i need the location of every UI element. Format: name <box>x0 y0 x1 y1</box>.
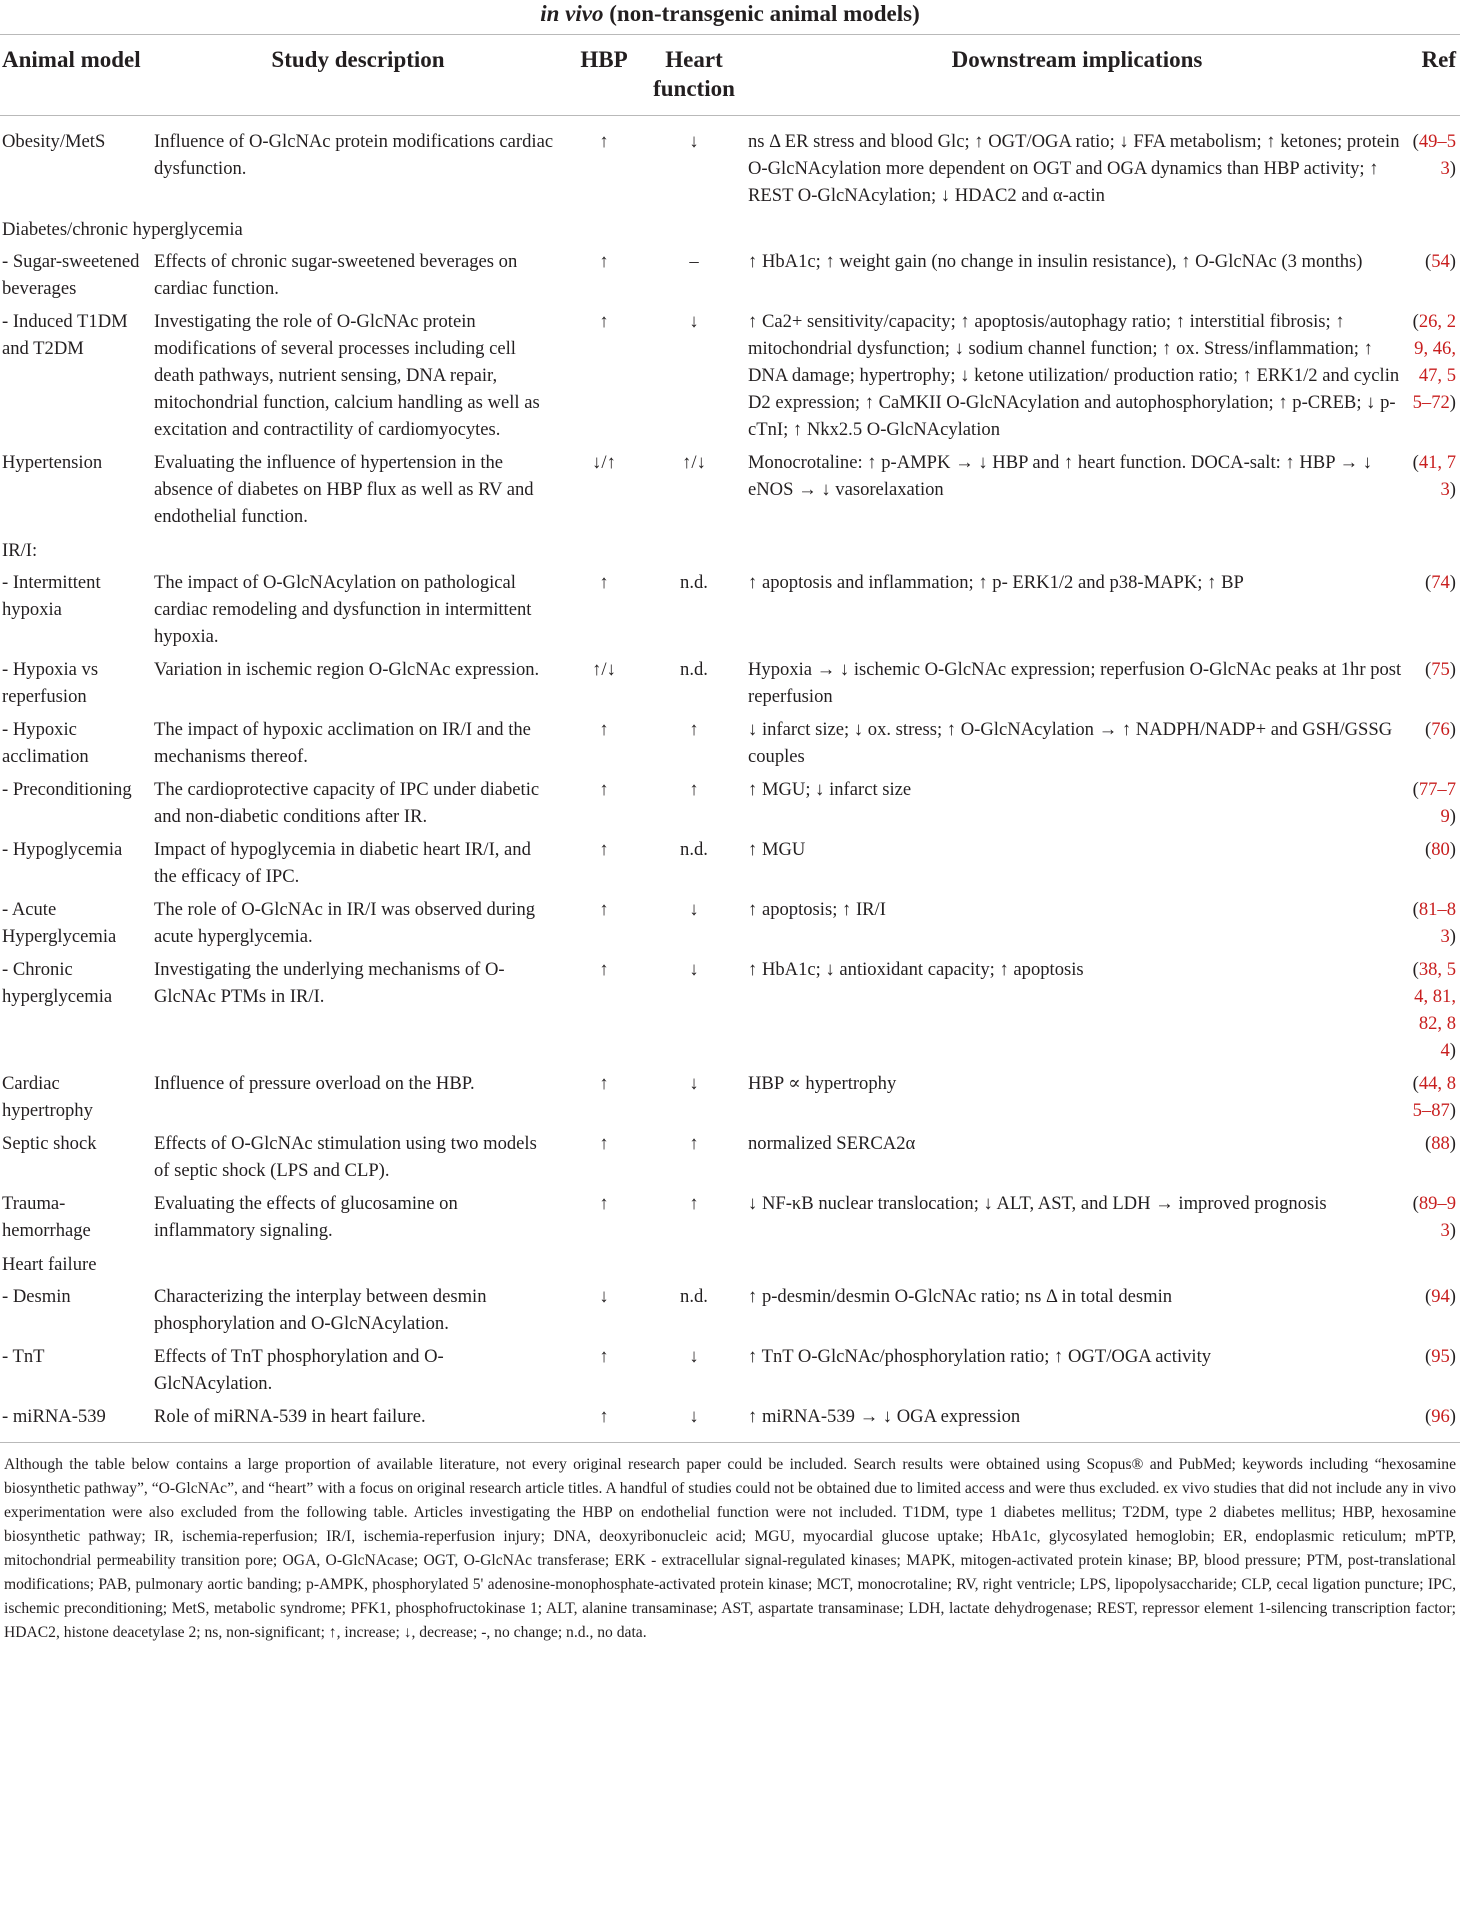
ref-link[interactable]: 80 <box>1431 839 1450 860</box>
ref-link[interactable]: 38, 54, 81, 82, 84 <box>1414 959 1456 1061</box>
section-row <box>0 1247 1460 1280</box>
table-row <box>0 1067 1460 1127</box>
animal-model-cell: - TnT <box>2 1346 45 1367</box>
animal-model-cell: - Induced T1DM and T2DM <box>2 311 128 359</box>
hbp-cell: ↑ <box>599 719 609 740</box>
ref-open-paren: ( <box>1412 959 1419 980</box>
ref-link[interactable]: 41, 73 <box>1418 452 1456 500</box>
downstream-cell: ↓ infarct size; ↓ ox. stress; ↑ O-GlcNAcylation → ↑ NADPH/NADP+ and GSH/GSSG couples <box>748 719 1393 767</box>
study-description-cell: Influence of pressure overload on the HBP. <box>154 1073 475 1094</box>
ref-cell[interactable] <box>1410 1400 1460 1442</box>
table-footnote: Although the table below contains a large proportion of available literature, not every original research paper could be included. Search results were obtained using Scopus® and PubMed; keywords including “hexosamine biosynthetic pathway”, “O-GlcNAc”, and “heart” with a focus on original research article titles. A handful of studies could not be obtained due to limited access and were thus excluded. ex vivo studies that did not include any in vivo experimentation were also excluded from the following table. Articles investigating the HBP on endothelial function were not included. T1DM, type 1 diabetes mellitus; T2DM, type 2 diabetes mellitus; HBP, hexosamine biosynthetic pathway; IR, ischemia-reperfusion; IR/I, ischemia-reperfusion injury; DNA, deoxyribonucleic acid; MGU, myocardial glucose uptake; HbA1c, glycosylated hemoglobin; ER, endoplasmic reticulum; mPTP, mitochondrial permeability transition pore; OGA, O-GlcNAcase; OGT, O-GlcNAc transferase; ERK - extracellular signal-regulated kinases; MAPK, mitogen-activated protein kinase; BP, blood pressure; PTM, post-translational modifications; PAB, pulmonary aortic banding; p-AMPK, phosphorylated 5' adenosine-monophosphate-activated protein kinase; MCT, monocrotaline; RV, right ventricle; LPS, lipopolysaccharide; CLP, cecal ligation puncture; IPC, ischemic preconditioning; MetS, metabolic syndrome; PFK1, phosphofructokinase 1; ALT, alanine transaminase; AST, aspartate transaminase; LDH, lactate dehydrogenase; REST, repressor element 1-silencing transcription factor; HDAC2, histone deacetylase 2; ns, non-significant; ↑, increase; ↓, decrease; -, no change; n.d., no data. <box>4 1456 1456 1641</box>
ref-cell[interactable] <box>1410 116 1460 213</box>
ref-link[interactable]: 74 <box>1431 572 1450 593</box>
ref-close-paren: ) <box>1449 1100 1456 1121</box>
table-row <box>0 653 1460 713</box>
table-row <box>0 305 1460 446</box>
heart-function-cell: n.d. <box>680 572 708 593</box>
animal-model-cell: - Hypoxic acclimation <box>2 719 89 767</box>
hbp-cell: ↑ <box>599 959 609 980</box>
header-row <box>0 35 1460 116</box>
ref-cell[interactable] <box>1410 833 1460 893</box>
hbp-cell: ↑ <box>599 899 609 920</box>
animal-model-cell: - Intermittent hypoxia <box>2 572 101 620</box>
animal-model-cell: - Hypoglycemia <box>2 839 123 860</box>
ref-cell[interactable] <box>1410 653 1460 713</box>
ref-open-paren: ( <box>1412 311 1419 332</box>
caption-rest: (non-transgenic animal models) <box>603 1 920 26</box>
heart-function-cell: ↑ <box>689 719 699 740</box>
downstream-cell: Monocrotaline: ↑ p-AMPK → ↓ HBP and ↑ heart function. DOCA-salt: ↑ HBP → ↓ eNOS → ↓ vasorelaxation <box>748 452 1373 500</box>
heart-function-cell: ↑/↓ <box>682 452 706 473</box>
ref-link[interactable]: 44, 85–87 <box>1412 1073 1456 1121</box>
animal-model-cell: Trauma-hemorrhage <box>2 1193 91 1241</box>
study-description-cell: The cardioprotective capacity of IPC under diabetic and non-diabetic conditions after IR. <box>154 779 540 827</box>
ref-close-paren: ) <box>1449 1040 1456 1061</box>
study-description-cell: Effects of chronic sugar-sweetened beverages on cardiac function. <box>154 251 518 299</box>
downstream-cell: ↑ p-desmin/desmin O-GlcNAc ratio; ns Δ in total desmin <box>748 1286 1173 1307</box>
downstream-cell: ↑ HbA1c; ↑ weight gain (no change in insulin resistance), ↑ O-GlcNAc (3 months) <box>748 251 1363 272</box>
animal-model-cell: - Sugar-sweetened beverages <box>2 251 140 299</box>
downstream-cell: Hypoxia → ↓ ischemic O-GlcNAc expression; reperfusion O-GlcNAc peaks at 1hr post reperfusion <box>748 659 1402 707</box>
ref-open-paren: ( <box>1412 899 1419 920</box>
hbp-cell: ↑ <box>599 1346 609 1367</box>
hbp-cell: ↑ <box>599 131 609 152</box>
ref-open-paren: ( <box>1425 251 1432 272</box>
header-hbp: HBP <box>564 35 644 116</box>
table-row <box>0 953 1460 1067</box>
hbp-cell: ↑ <box>599 839 609 860</box>
hbp-cell: ↑ <box>599 1073 609 1094</box>
study-description-cell: Characterizing the interplay between desmin phosphorylation and O-GlcNAcylation. <box>154 1286 487 1334</box>
ref-open-paren: ( <box>1425 1286 1432 1307</box>
animal-model-cell: Hypertension <box>2 452 103 473</box>
section-label: IR/I: <box>2 540 38 561</box>
study-description-cell: Investigating the role of O-GlcNAc protein modifications of several processes including cell death pathways, nutrient sensing, DNA repair, mitochondrial function, calcium handling as well as excitation and contractility of cardiomyocytes. <box>154 311 540 440</box>
table-row <box>0 773 1460 833</box>
heart-function-cell: n.d. <box>680 1286 708 1307</box>
table-row <box>0 1187 1460 1247</box>
heart-function-cell: ↓ <box>689 1406 699 1427</box>
table-row <box>0 1280 1460 1340</box>
study-description-cell: Evaluating the influence of hypertension in the absence of diabetes on HBP flux as well as RV and endothelial function. <box>154 452 534 527</box>
ref-open-paren: ( <box>1425 1406 1432 1427</box>
table-body <box>0 116 1460 1443</box>
ref-link[interactable]: 94 <box>1431 1286 1450 1307</box>
ref-open-paren: ( <box>1425 659 1432 680</box>
downstream-cell: ↑ Ca2+ sensitivity/capacity; ↑ apoptosis/autophagy ratio; ↑ interstitial fibrosis; ↑ mitochondrial dysfunction; ↓ sodium channel function; ↑ ox. Stress/inflammation; ↑ DNA damage; hypertrophy; ↓ ketone utilization/ production ratio; ↑ ERK1/2 and cyclin D2 expression; ↑ CaMKII O-GlcNAcylation and autophosphorylation; ↑ p-CREB; ↓ p-cTnI; ↑ Nkx2.5 O-GlcNAcylation <box>748 311 1400 440</box>
hbp-cell: ↑ <box>599 572 609 593</box>
table-row <box>0 893 1460 953</box>
table-row <box>0 713 1460 773</box>
downstream-cell: ↑ apoptosis; ↑ IR/I <box>748 899 886 920</box>
heart-function-cell: n.d. <box>680 839 708 860</box>
downstream-cell: ns Δ ER stress and blood Glc; ↑ OGT/OGA ratio; ↓ FFA metabolism; ↑ ketones; protein O-GlcNAcylation more dependent on OGT and OGA dynamics than HBP activity; ↑ REST O-GlcNAcylation; ↓ HDAC2 and α-actin <box>748 131 1400 206</box>
ref-cell[interactable] <box>1410 1187 1460 1247</box>
ref-link[interactable]: 76 <box>1431 719 1450 740</box>
ref-close-paren: ) <box>1449 251 1456 272</box>
study-description-cell: Evaluating the effects of glucosamine on inflammatory signaling. <box>154 1193 458 1241</box>
downstream-cell: ↑ TnT O-GlcNAc/phosphorylation ratio; ↑ OGT/OGA activity <box>748 1346 1212 1367</box>
ref-link[interactable]: 81–83 <box>1418 899 1456 947</box>
heart-function-cell: ↑ <box>689 1133 699 1154</box>
caption-italic: in vivo <box>540 1 604 26</box>
header-study-description: Study description <box>152 35 564 116</box>
downstream-cell: normalized SERCA2α <box>748 1133 916 1154</box>
study-description-cell: The role of O-GlcNAc in IR/I was observed during acute hyperglycemia. <box>154 899 536 947</box>
ref-close-paren: ) <box>1449 1346 1456 1367</box>
ref-link[interactable]: 26, 29, 46, 47, 55–72 <box>1412 311 1456 413</box>
ref-link[interactable]: 75 <box>1431 659 1450 680</box>
downstream-cell: ↑ apoptosis and inflammation; ↑ p- ERK1/2 and p38-MAPK; ↑ BP <box>748 572 1244 593</box>
ref-open-paren: ( <box>1412 452 1419 473</box>
downstream-cell: ↑ MGU; ↓ infarct size <box>748 779 912 800</box>
ref-cell[interactable] <box>1410 446 1460 533</box>
ref-close-paren: ) <box>1449 572 1456 593</box>
hbp-cell: ↑ <box>599 1193 609 1214</box>
ref-link[interactable]: 96 <box>1431 1406 1450 1427</box>
study-description-cell: Effects of O-GlcNAc stimulation using two models of septic shock (LPS and CLP). <box>154 1133 537 1181</box>
heart-function-cell: ↓ <box>689 899 699 920</box>
study-description-cell: Variation in ischemic region O-GlcNAc expression. <box>154 659 540 680</box>
ref-close-paren: ) <box>1449 839 1456 860</box>
animal-model-cell: - miRNA-539 <box>2 1406 106 1427</box>
heart-function-cell: ↓ <box>689 1346 699 1367</box>
ref-close-paren: ) <box>1449 659 1456 680</box>
table-row <box>0 245 1460 305</box>
ref-cell[interactable] <box>1410 1067 1460 1127</box>
study-description-cell: Influence of O-GlcNAc protein modifications cardiac dysfunction. <box>154 131 554 179</box>
ref-link[interactable]: 88 <box>1431 1133 1450 1154</box>
header-heart-function: Heart function <box>644 35 744 116</box>
hbp-cell: ↑ <box>599 1133 609 1154</box>
hbp-cell: ↑ <box>599 1406 609 1427</box>
ref-cell[interactable] <box>1410 893 1460 953</box>
animal-model-cell: - Desmin <box>2 1286 71 1307</box>
downstream-cell: ↑ miRNA-539 → ↓ OGA expression <box>748 1406 1021 1427</box>
downstream-cell: ↑ HbA1c; ↓ antioxidant capacity; ↑ apoptosis <box>748 959 1084 980</box>
heart-function-cell: ↑ <box>689 779 699 800</box>
animal-model-cell: - Hypoxia vs reperfusion <box>2 659 99 707</box>
study-description-cell: Role of miRNA-539 in heart failure. <box>154 1406 426 1427</box>
ref-close-paren: ) <box>1449 1406 1456 1427</box>
ref-link[interactable]: 89–93 <box>1418 1193 1456 1241</box>
ref-link[interactable]: 77–79 <box>1418 779 1456 827</box>
study-description-cell: The impact of hypoxic acclimation on IR/I and the mechanisms thereof. <box>154 719 531 767</box>
downstream-cell: ↓ NF-κB nuclear translocation; ↓ ALT, AST, and LDH → improved prognosis <box>748 1193 1327 1214</box>
ref-open-paren: ( <box>1425 719 1432 740</box>
ref-close-paren: ) <box>1449 1286 1456 1307</box>
ref-cell[interactable] <box>1410 305 1460 446</box>
section-label: Heart failure <box>2 1254 97 1275</box>
ref-cell[interactable] <box>1410 713 1460 773</box>
table-row <box>0 446 1460 533</box>
ref-cell[interactable] <box>1410 1280 1460 1340</box>
hbp-cell: ↑/↓ <box>592 659 616 680</box>
table-row <box>0 116 1460 213</box>
table-row <box>0 1340 1460 1400</box>
ref-close-paren: ) <box>1449 479 1456 500</box>
ref-cell[interactable] <box>1410 1340 1460 1400</box>
hbp-cell: ↑ <box>599 311 609 332</box>
animal-model-cell: Cardiac hypertrophy <box>2 1073 93 1121</box>
animal-model-cell: - Chronic hyperglycemia <box>2 959 113 1007</box>
table-row <box>0 1400 1460 1442</box>
section-row <box>0 533 1460 566</box>
downstream-cell: HBP ∝ hypertrophy <box>748 1073 897 1094</box>
ref-cell[interactable] <box>1410 953 1460 1067</box>
ref-cell[interactable] <box>1410 773 1460 833</box>
ref-open-paren: ( <box>1412 779 1419 800</box>
hbp-cell: ↑ <box>599 251 609 272</box>
ref-close-paren: ) <box>1449 158 1456 179</box>
ref-open-paren: ( <box>1412 1193 1419 1214</box>
ref-close-paren: ) <box>1449 1220 1456 1241</box>
heart-function-cell: ↓ <box>689 959 699 980</box>
table-row <box>0 833 1460 893</box>
heart-function-cell: n.d. <box>680 659 708 680</box>
ref-close-paren: ) <box>1449 1133 1456 1154</box>
data-table <box>0 35 1460 1442</box>
ref-open-paren: ( <box>1412 131 1419 152</box>
ref-open-paren: ( <box>1425 572 1432 593</box>
ref-cell[interactable] <box>1410 566 1460 653</box>
heart-function-cell: ↑ <box>689 1193 699 1214</box>
ref-cell[interactable] <box>1410 1127 1460 1187</box>
header-ref: Ref <box>1410 35 1460 116</box>
animal-model-cell: - Preconditioning <box>2 779 132 800</box>
table-row <box>0 566 1460 653</box>
animal-model-cell: Obesity/MetS <box>2 131 106 152</box>
ref-link[interactable]: 95 <box>1431 1346 1450 1367</box>
study-description-cell: Impact of hypoglycemia in diabetic heart IR/I, and the efficacy of IPC. <box>154 839 531 887</box>
ref-open-paren: ( <box>1425 839 1432 860</box>
hbp-cell: ↓ <box>599 1286 609 1307</box>
animal-model-cell: Septic shock <box>2 1133 97 1154</box>
ref-close-paren: ) <box>1449 926 1456 947</box>
section-row <box>0 212 1460 245</box>
study-description-cell: Investigating the underlying mechanisms of O-GlcNAc PTMs in IR/I. <box>154 959 505 1007</box>
ref-close-paren: ) <box>1449 719 1456 740</box>
ref-open-paren: ( <box>1412 1073 1419 1094</box>
hbp-cell: ↓/↑ <box>592 452 616 473</box>
header-animal-model: Animal model <box>0 35 152 116</box>
ref-cell[interactable] <box>1410 245 1460 305</box>
downstream-cell: ↑ MGU <box>748 839 806 860</box>
study-description-cell: Effects of TnT phosphorylation and O-GlcNAcylation. <box>154 1346 444 1394</box>
ref-open-paren: ( <box>1425 1133 1432 1154</box>
study-description-cell: The impact of O-GlcNAcylation on pathological cardiac remodeling and dysfunction in intermittent hypoxia. <box>154 572 532 647</box>
table-caption <box>0 0 1460 28</box>
ref-close-paren: ) <box>1449 806 1456 827</box>
ref-close-paren: ) <box>1449 392 1456 413</box>
heart-function-cell: ↓ <box>689 131 699 152</box>
table-row <box>0 1127 1460 1187</box>
ref-open-paren: ( <box>1425 1346 1432 1367</box>
heart-function-cell: ↓ <box>689 311 699 332</box>
heart-function-cell: ↓ <box>689 1073 699 1094</box>
header-downstream: Downstream implications <box>744 35 1410 116</box>
ref-link[interactable]: 49–53 <box>1418 131 1456 179</box>
heart-function-cell: – <box>689 251 699 272</box>
section-label: Diabetes/chronic hyperglycemia <box>2 219 243 240</box>
animal-model-cell: - Acute Hyperglycemia <box>2 899 117 947</box>
hbp-cell: ↑ <box>599 779 609 800</box>
ref-link[interactable]: 54 <box>1431 251 1450 272</box>
